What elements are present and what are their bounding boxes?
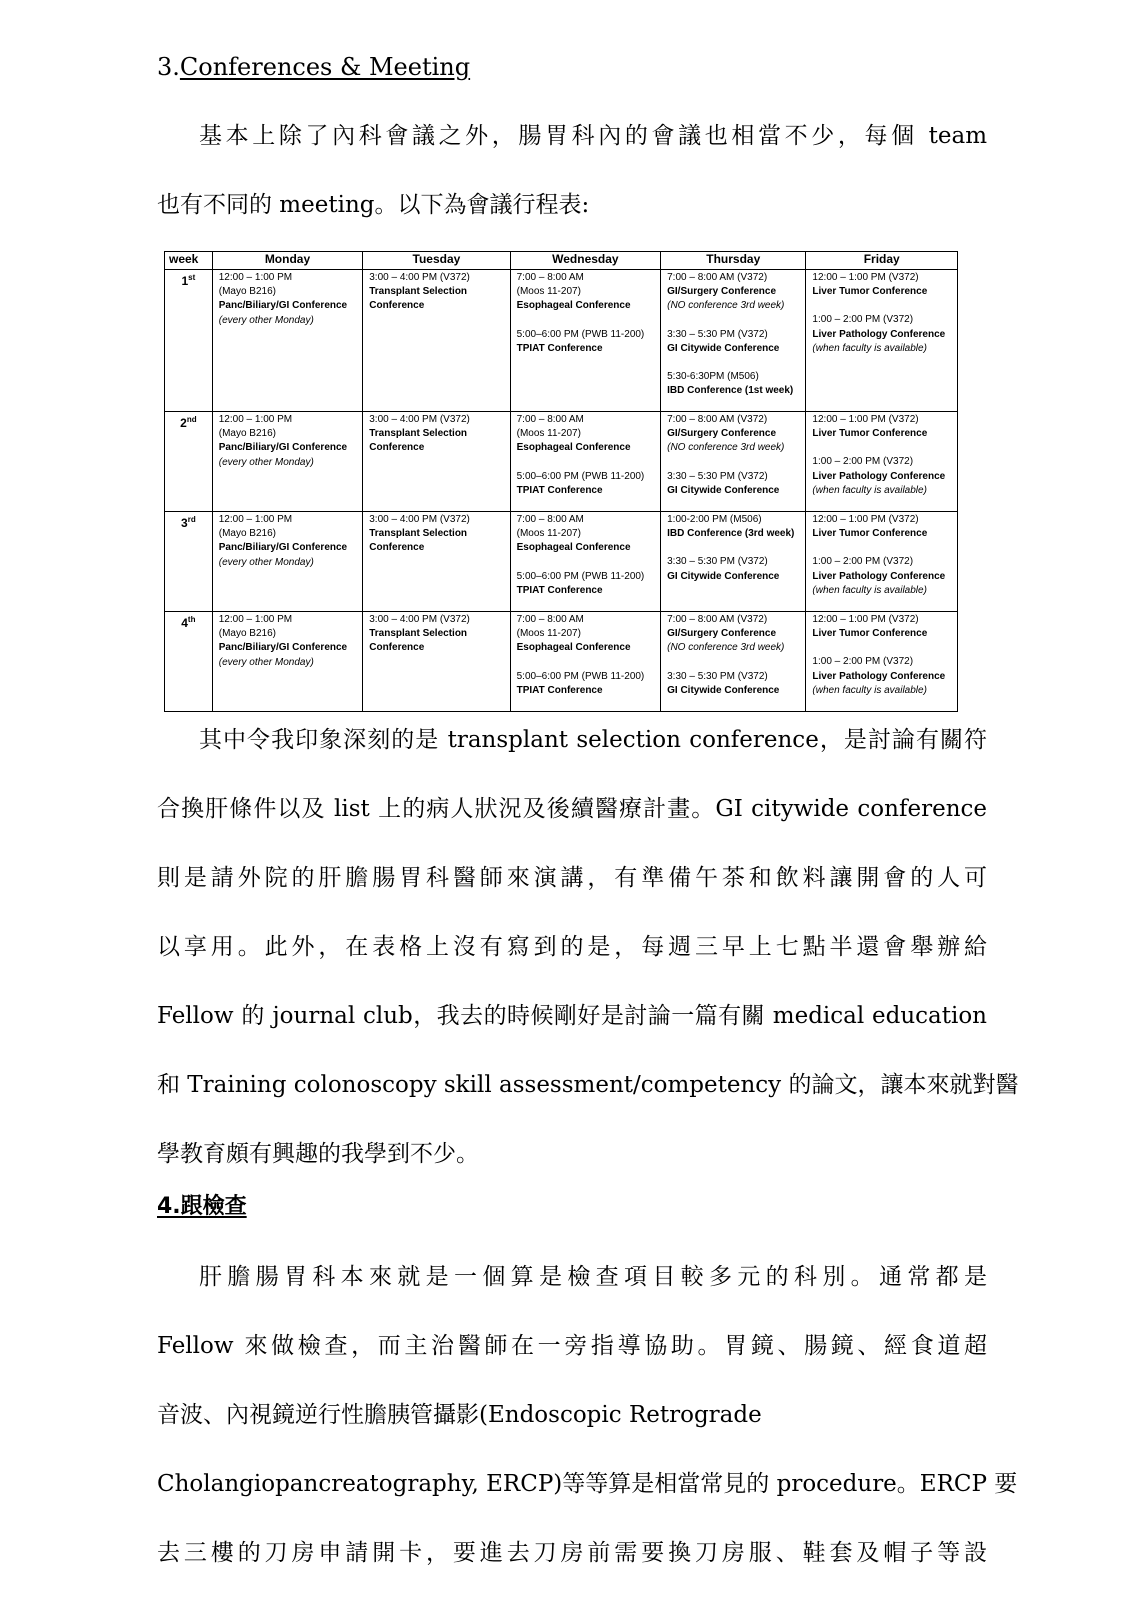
schedule-entry-line: Panc/Biliary/GI Conference xyxy=(218,542,348,554)
schedule-entry-line: 7:00 – 8:00 AM (V372) xyxy=(667,614,768,625)
schedule-entry-line: GI Citywide Conference xyxy=(667,342,780,354)
schedule-entry-line: (NO conference 3rd week) xyxy=(667,300,785,312)
paragraph-line: Fellow 來做檢查，而主治醫師在一旁指導協助。胃鏡、腸鏡、經食道超 xyxy=(157,1333,987,1359)
schedule-entry-line: GI Citywide Conference xyxy=(667,684,780,696)
schedule-entry-line: (Moos 11-207) xyxy=(516,428,581,440)
monday-cell xyxy=(212,412,363,512)
schedule-entry-line: 12:00 – 1:00 PM xyxy=(218,514,293,525)
schedule-entry-line: Transplant Selection xyxy=(369,286,468,298)
monday-cell xyxy=(212,612,363,712)
schedule-entry-line xyxy=(667,456,799,470)
week-cell xyxy=(165,512,213,612)
schedule-entry-line: Liver Tumor Conference xyxy=(812,428,928,440)
schedule-entry-line xyxy=(812,541,951,555)
schedule-entry-line: TPIAT Conference xyxy=(516,584,603,596)
paragraph-intro xyxy=(157,102,987,240)
schedule-entry-line: 5:00–6:00 PM (PWB 11-200) xyxy=(516,470,645,482)
schedule-entry-line xyxy=(517,314,655,328)
paragraph-line: 合換肝條件以及 list 上的病人狀況及後續醫療計畫。GI citywide conference xyxy=(157,796,987,822)
schedule-entry-line: (every other Monday) xyxy=(218,656,314,668)
schedule-entry-line: Esophageal Conference xyxy=(516,442,631,454)
schedule-entry-line: Liver Pathology Conference xyxy=(812,570,946,582)
schedule-entry-line: (Moos 11-207) xyxy=(516,628,581,640)
schedule-entry-line: Conference xyxy=(369,642,425,654)
week-number: 1 xyxy=(181,274,189,288)
friday-cell xyxy=(806,412,958,512)
paragraph-line: 肝膽腸胃科本來就是一個算是檢查項目較多元的科別。通常都是 xyxy=(199,1264,987,1290)
table-row xyxy=(165,412,958,512)
schedule-entry-line: 12:00 – 1:00 PM (V372) xyxy=(812,614,919,625)
schedule-entry-line xyxy=(812,299,951,313)
schedule-entry-line: Esophageal Conference xyxy=(516,542,631,554)
schedule-entry-line: 7:00 – 8:00 AM xyxy=(516,514,584,525)
schedule-entry-line: 3:00 – 4:00 PM (V372) xyxy=(369,614,470,625)
table-row xyxy=(165,270,958,412)
schedule-entry-line: Conference xyxy=(369,542,425,554)
schedule-entry-line: Transplant Selection xyxy=(369,528,468,540)
schedule-entry-line: 3:00 – 4:00 PM (V372) xyxy=(369,414,470,425)
schedule-entry-line xyxy=(812,641,951,655)
schedule-entry-line: 1:00-2:00 PM (M506) xyxy=(667,514,762,525)
schedule-entry-line xyxy=(667,356,799,370)
schedule-entry-line: 1:00 – 2:00 PM (V372) xyxy=(812,556,914,568)
paragraph-procedures xyxy=(157,1243,1018,1588)
schedule-entry-line: Panc/Biliary/GI Conference xyxy=(218,442,348,454)
paragraph-line: Fellow 的 journal club，我去的時候剛好是討論一篇有關 medical education xyxy=(157,1003,987,1029)
week-suffix: nd xyxy=(186,415,197,424)
schedule-entry-line: Panc/Biliary/GI Conference xyxy=(218,642,348,654)
schedule-entry-line: 5:30-6:30PM (M506) xyxy=(667,371,759,383)
schedule-entry-line: 1:00 – 2:00 PM (V372) xyxy=(812,314,914,326)
schedule-entry-line: 5:00–6:00 PM (PWB 11-200) xyxy=(516,670,645,682)
header-wednesday: Wednesday xyxy=(510,252,661,270)
schedule-entry-line: (Moos 11-207) xyxy=(516,286,581,298)
week-number: 2 xyxy=(180,416,187,430)
schedule-entry-line: Liver Tumor Conference xyxy=(812,628,928,640)
section-3-heading-title: Conferences & Meeting xyxy=(179,53,471,81)
schedule-entry-line: Conference xyxy=(369,442,425,454)
header-friday: Friday xyxy=(806,252,958,270)
schedule-entry-line: 7:00 – 8:00 AM (V372) xyxy=(667,414,768,425)
schedule-entry-line: Conference xyxy=(369,300,425,312)
header-tuesday: Tuesday xyxy=(363,252,510,270)
schedule-entry-line: IBD Conference (3rd week) xyxy=(667,528,795,540)
schedule-entry-line: (every other Monday) xyxy=(218,556,314,568)
week-suffix: rd xyxy=(187,515,196,524)
tuesday-cell xyxy=(363,412,510,512)
wednesday-cell xyxy=(510,412,661,512)
tuesday-cell xyxy=(363,512,510,612)
friday-cell xyxy=(806,612,958,712)
paragraph-line: 其中令我印象深刻的是 transplant selection conference，是討論有關符 xyxy=(199,727,987,753)
schedule-entry-line: Liver Pathology Conference xyxy=(812,670,946,682)
schedule-entry-line: 3:30 – 5:30 PM (V372) xyxy=(667,328,768,340)
schedule-entry-line: IBD Conference (1st week) xyxy=(667,385,794,397)
schedule-entry-line: (when faculty is available) xyxy=(812,684,927,696)
schedule-entry-line: 1:00 – 2:00 PM (V372) xyxy=(812,656,914,668)
schedule-entry-line: GI Citywide Conference xyxy=(667,570,780,582)
tuesday-cell xyxy=(363,270,510,412)
tuesday-cell xyxy=(363,612,510,712)
paragraph-line: 去三樓的刀房申請開卡，要進去刀房前需要換刀房服、鞋套及帽子等設 xyxy=(157,1540,987,1566)
week-number: 3 xyxy=(181,516,188,530)
week-number: 4 xyxy=(181,616,188,630)
schedule-entry-line: 3:30 – 5:30 PM (V372) xyxy=(667,670,768,682)
week-cell xyxy=(165,270,213,412)
paragraph-line: 也有不同的 meeting。以下為會議行程表: xyxy=(157,192,590,218)
schedule-entry-line: 12:00 – 1:00 PM (V372) xyxy=(812,514,919,525)
schedule-entry-line: Transplant Selection xyxy=(369,628,468,640)
schedule-entry-line: (Mayo B216) xyxy=(218,528,276,540)
schedule-entry-line: (when faculty is available) xyxy=(812,484,927,496)
table-header-row xyxy=(165,252,958,270)
schedule-entry-line xyxy=(667,656,799,670)
schedule-entry-line: 7:00 – 8:00 AM xyxy=(516,272,584,283)
schedule-entry-line: (Mayo B216) xyxy=(218,286,276,298)
schedule-entry-line: 12:00 – 1:00 PM (V372) xyxy=(812,414,919,425)
schedule-entry-line: (Moos 11-207) xyxy=(516,528,581,540)
header-week: week xyxy=(165,252,213,270)
header-monday: Monday xyxy=(212,252,363,270)
schedule-entry-line: GI/Surgery Conference xyxy=(667,428,777,440)
schedule-entry-line: 1:00 – 2:00 PM (V372) xyxy=(812,456,914,468)
schedule-entry-line: 12:00 – 1:00 PM xyxy=(218,272,293,283)
section-4-heading: 4.跟檢查 xyxy=(157,1194,247,1219)
schedule-entry-line: Liver Pathology Conference xyxy=(812,328,946,340)
schedule-entry-line xyxy=(517,456,655,470)
schedule-entry-line xyxy=(667,314,799,328)
schedule-entry-line xyxy=(667,541,799,555)
schedule-entry-line xyxy=(517,556,655,570)
schedule-entry-line: Liver Tumor Conference xyxy=(812,286,928,298)
paragraph-line: 學教育頗有興趣的我學到不少。 xyxy=(157,1141,479,1167)
wednesday-cell xyxy=(510,612,661,712)
thursday-cell xyxy=(661,612,806,712)
thursday-cell xyxy=(661,412,806,512)
schedule-entry-line: (Mayo B216) xyxy=(218,628,276,640)
schedule-entry-line: 12:00 – 1:00 PM xyxy=(218,414,293,425)
header-thursday: Thursday xyxy=(661,252,806,270)
paragraph-line: 以享用。此外，在表格上沒有寫到的是，每週三早上七點半還會舉辦給 xyxy=(157,934,987,960)
schedule-entry-line: 5:00–6:00 PM (PWB 11-200) xyxy=(516,570,645,582)
schedule-entry-line: GI/Surgery Conference xyxy=(667,628,777,640)
schedule-entry-line: GI/Surgery Conference xyxy=(667,286,777,298)
paragraph-transplant xyxy=(157,706,1019,1189)
paragraph-line: Cholangiopancreatography, ERCP)等等算是相當常見的 procedure。ERCP 要 xyxy=(157,1471,1018,1497)
wednesday-cell xyxy=(510,270,661,412)
monday-cell xyxy=(212,512,363,612)
schedule-entry-line: 5:00–6:00 PM (PWB 11-200) xyxy=(516,328,645,340)
section-3-heading: 3.Conferences & Meeting xyxy=(157,53,471,81)
table-row xyxy=(165,612,958,712)
thursday-cell xyxy=(661,512,806,612)
schedule-entry-line: 3:30 – 5:30 PM (V372) xyxy=(667,470,768,482)
schedule-entry-line: 7:00 – 8:00 AM (V372) xyxy=(667,272,768,283)
schedule-entry-line: Panc/Biliary/GI Conference xyxy=(218,300,348,312)
schedule-entry-line: (Mayo B216) xyxy=(218,428,276,440)
schedule-entry-line: 12:00 – 1:00 PM (V372) xyxy=(812,272,919,283)
schedule-entry-line: Esophageal Conference xyxy=(516,300,631,312)
friday-cell xyxy=(806,270,958,412)
schedule-entry-line: 3:00 – 4:00 PM (V372) xyxy=(369,272,470,283)
wednesday-cell xyxy=(510,512,661,612)
schedule-entry-line: Liver Pathology Conference xyxy=(812,470,946,482)
table-row xyxy=(165,512,958,612)
schedule-entry-line: (when faculty is available) xyxy=(812,584,927,596)
schedule-entry-line: Liver Tumor Conference xyxy=(812,528,928,540)
friday-cell xyxy=(806,512,958,612)
schedule-entry-line: GI Citywide Conference xyxy=(667,484,780,496)
paragraph-line: 音波、內視鏡逆行性膽胰管攝影(Endoscopic Retrograde xyxy=(157,1402,762,1428)
schedule-entry-line xyxy=(517,656,655,670)
schedule-entry-line: TPIAT Conference xyxy=(516,342,603,354)
schedule-entry-line xyxy=(812,441,951,455)
schedule-entry-line: 12:00 – 1:00 PM xyxy=(218,614,293,625)
schedule-entry-line: Transplant Selection xyxy=(369,428,468,440)
schedule-entry-line: 7:00 – 8:00 AM xyxy=(516,614,584,625)
schedule-entry-line: 3:30 – 5:30 PM (V372) xyxy=(667,556,768,568)
thursday-cell xyxy=(661,270,806,412)
paragraph-line: 和 Training colonoscopy skill assessment/competency 的論文，讓本來就對醫 xyxy=(157,1072,1019,1098)
schedule-entry-line: (every other Monday) xyxy=(218,456,314,468)
paragraph-line: 則是請外院的肝膽腸胃科醫師來演講，有準備午茶和飲料讓開會的人可 xyxy=(157,865,987,891)
week-cell xyxy=(165,612,213,712)
week-suffix: st xyxy=(188,273,196,282)
monday-cell xyxy=(212,270,363,412)
paragraph-line: 基本上除了內科會議之外，腸胃科內的會議也相當不少，每個 team xyxy=(199,123,987,149)
schedule-entry-line: TPIAT Conference xyxy=(516,484,603,496)
schedule-entry-line: (NO conference 3rd week) xyxy=(667,442,785,454)
schedule-entry-line: (when faculty is available) xyxy=(812,342,927,354)
schedule-entry-line: Esophageal Conference xyxy=(516,642,631,654)
schedule-entry-line: (every other Monday) xyxy=(218,314,314,326)
week-cell xyxy=(165,412,213,512)
schedule-entry-line: (NO conference 3rd week) xyxy=(667,642,785,654)
conference-schedule-table xyxy=(164,251,958,712)
schedule-entry-line: TPIAT Conference xyxy=(516,684,603,696)
week-suffix: th xyxy=(187,615,196,624)
schedule-entry-line: 3:00 – 4:00 PM (V372) xyxy=(369,514,470,525)
schedule-entry-line: 7:00 – 8:00 AM xyxy=(516,414,584,425)
